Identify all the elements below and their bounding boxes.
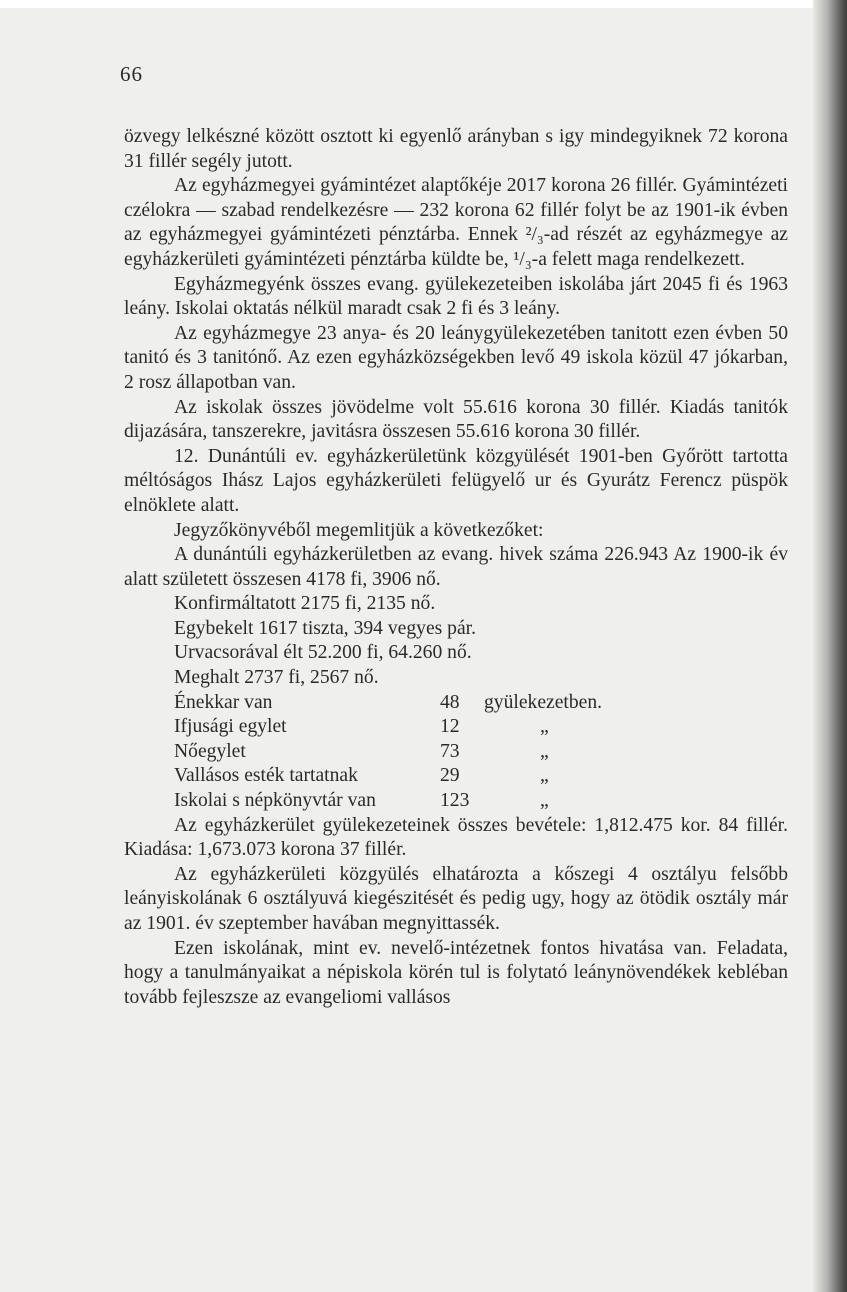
stat-row bbox=[124, 691, 788, 716]
stat-label: Énekkar van bbox=[174, 691, 273, 713]
stat-row bbox=[124, 764, 788, 789]
paragraph-jegyzokonyv: Jegyzőkönyvéből megemlitjük a következőket: bbox=[174, 519, 544, 541]
stat-number: 48 bbox=[440, 691, 460, 713]
stat-ditto-mark: „ bbox=[540, 716, 549, 738]
paragraph-leanyiskola: Az egyházkerületi közgyülés elhatározta a kőszegi 4 osztályu felsőbb leányiskolának 6 osztályuvá kiegészitését és pedig ugy, hogy az ötödik osztály már az 1901. év szeptember havában megnyittassék. bbox=[124, 863, 788, 934]
stat-label: Ifjusági egylet bbox=[174, 716, 287, 738]
paragraph-iskola: Egyházmegyénk összes evang. gyülekezeteiben iskolába járt 2045 fi és 1963 leány. Iskolai oktatás nélkül maradt csak 2 fi és 3 leány. bbox=[124, 273, 788, 320]
paragraph-continuation: özvegy lelkészné között osztott ki egyenlő arányban s igy mindegyiknek 72 korona 31 fillér segély jutott. bbox=[124, 126, 788, 172]
paragraph-tanitok: Az egyházmegye 23 anya- és 20 leánygyülekezetében tanitott ezen évben 50 tanitó és 3 tanitónő. Az ezen egyházközségekben levő 49 iskola közül 47 jókarban, 2 rosz állapotban van. bbox=[124, 322, 788, 393]
page-number: 66 bbox=[120, 62, 143, 86]
line-egybekelt: Egybekelt 1617 tiszta, 394 vegyes pár. bbox=[174, 617, 476, 639]
paragraph-bevetel: Az egyházkerület gyülekezeteinek összes bevétele: 1,812.475 kor. 84 fillér. Kiadása: 1,673.073 korona 37 fillér. bbox=[124, 814, 788, 861]
statistics-list bbox=[124, 691, 788, 814]
page-binding-shadow bbox=[813, 0, 847, 1292]
line-meghalt: Meghalt 2737 fi, 2567 nő. bbox=[174, 667, 379, 689]
stat-number: 29 bbox=[440, 765, 460, 787]
paragraph-jovodelem: Az iskolak összes jövödelme volt 55.616 korona 30 fillér. Kiadás tanitók dijazására, tanszerekre, javitásra összesen 55.616 korona 30 fillér. bbox=[124, 396, 788, 443]
paragraph-kozgyules: 12. Dunántúli ev. egyházkerületünk közgyülését 1901-ben Győrött tartotta méltóságos Ihász Lajos egyházkerületi felügyelő ur és Gyurátz Ferencz püspök elnöklete alatt. bbox=[124, 445, 788, 516]
line-konfirmalt: Konfirmáltatott 2175 fi, 2135 nő. bbox=[174, 593, 436, 615]
stat-ditto-mark: „ bbox=[540, 740, 549, 762]
page-body bbox=[124, 125, 788, 1010]
stat-label: Vallásos esték tartatnak bbox=[174, 765, 358, 787]
stat-label: Nőegylet bbox=[174, 740, 246, 762]
stat-ditto-mark: „ bbox=[540, 790, 549, 812]
stat-row bbox=[124, 715, 788, 740]
paragraph-hivatas: Ezen iskolának, mint ev. nevelő-intézetnek fontos hivatása van. Feladata, hogy a tanulmányaikat a népiskola körén tul is folytató leánynövendékek kebléban tovább fejleszsze az evangeliomi vallásos bbox=[124, 937, 788, 1008]
line-urvacsora: Urvacsorával élt 52.200 fi, 64.260 nő. bbox=[174, 642, 472, 664]
paragraph-gyamintezet: Az egyházmegyei gyámintézet alaptőkéje 2017 korona 26 fillér. Gyámintézeti czélokra — szabad rendelkezésre — 232 korona 62 fillér folyt be az 1901-ik évben az egyházmegyei gyámintézeti pénztárba. Ennek ²/₃-ad részét az egyházmegye az egyházkerületi gyámintézeti pénztárba küldte be, ¹/₃-a felett maga rendelkezett. bbox=[124, 175, 788, 270]
paragraph-hivek-szama: A dunántúli egyházkerületben az evang. hivek száma 226.943 Az 1900-ik év alatt született összesen 4178 fi, 3906 nő. bbox=[124, 544, 788, 590]
scan-top-margin bbox=[0, 0, 847, 8]
stat-number: 12 bbox=[440, 716, 460, 738]
stat-row bbox=[124, 789, 788, 814]
stat-row bbox=[124, 740, 788, 765]
stat-number: 123 bbox=[440, 790, 470, 812]
stat-number: 73 bbox=[440, 740, 460, 762]
stat-unit: gyülekezetben. bbox=[484, 691, 603, 713]
stat-ditto-mark: „ bbox=[540, 765, 549, 787]
stat-label: Iskolai s népkönyvtár van bbox=[174, 790, 376, 812]
